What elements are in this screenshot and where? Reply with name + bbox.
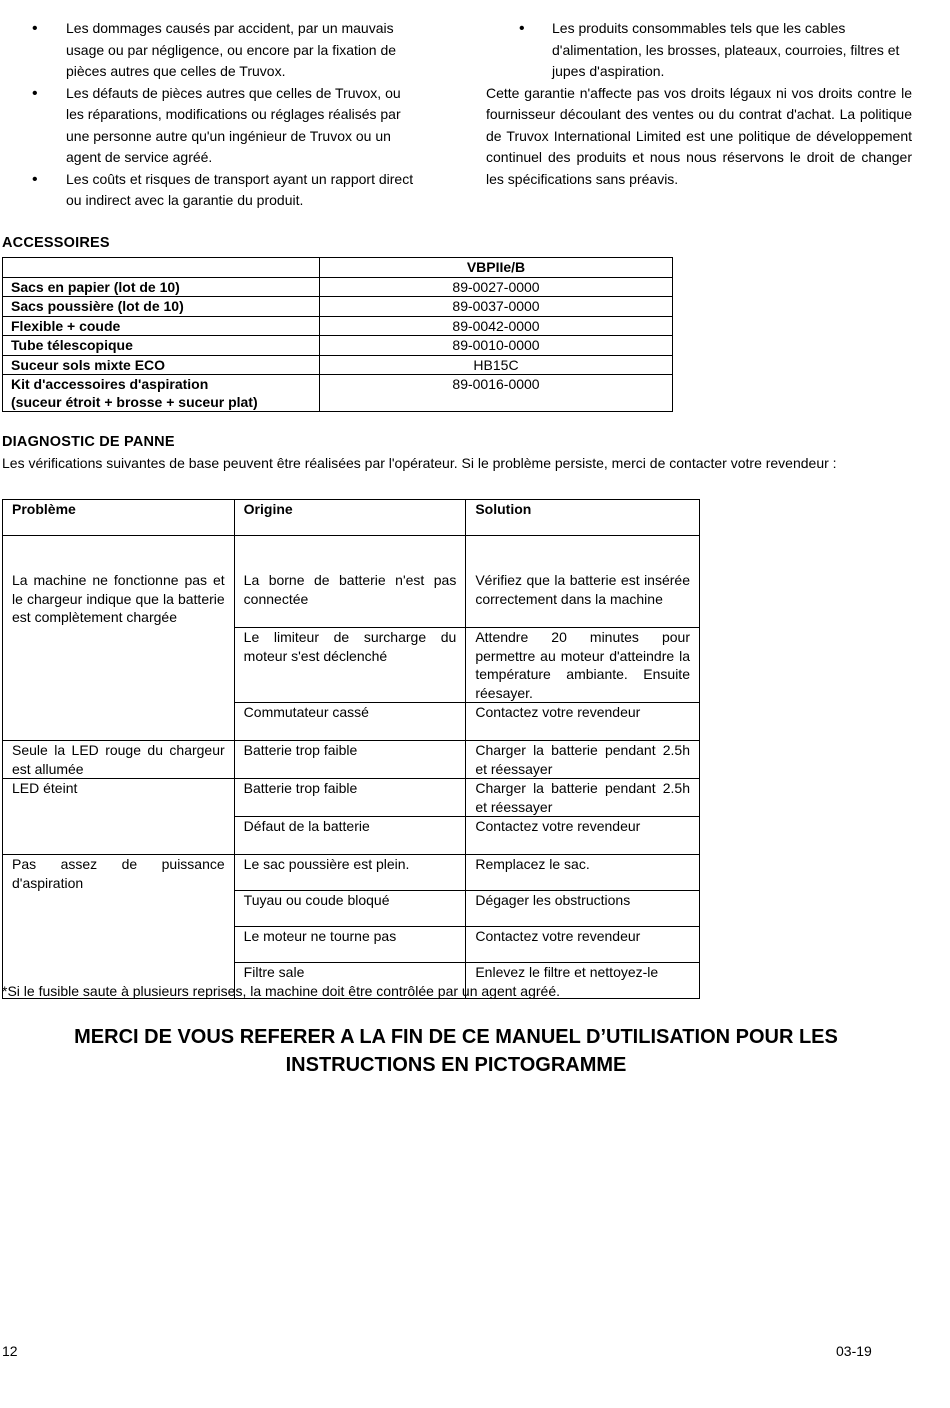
problem-cell: Seule la LED rouge du chargeur est allumée (3, 741, 235, 779)
list-item: • Les défauts de pièces autres que celles de Truvox, ou les réparations, modifications ou réglages réalisés par une personne autre qu'un ingénieur de Truvox ou un agent de service agréé. (0, 83, 420, 169)
warranty-exclusions-list (0, 18, 420, 212)
header-origin: Origine (234, 500, 466, 536)
problem-cell: Pas assez de puissance d'aspiration (3, 855, 235, 999)
accessory-code: 89-0010-0000 (320, 336, 673, 356)
table-row (3, 297, 673, 317)
origin-cell: Le moteur ne tourne pas (234, 927, 466, 963)
accessory-name: Sacs poussière (lot de 10) (3, 297, 320, 317)
table-row (3, 277, 673, 297)
solution-cell: Dégager les obstructions (466, 891, 700, 927)
accessory-name: Flexible + coude (3, 316, 320, 336)
origin-cell: Le limiteur de surcharge du moteur s'est déclenché (234, 628, 466, 703)
table-row (3, 355, 673, 375)
origin-cell: La borne de batterie n'est pas connectée (234, 536, 466, 628)
origin-cell: Défaut de la batterie (234, 817, 466, 855)
notice-line1: MERCI DE VOUS REFERER A LA FIN DE CE MANUEL D’UTILISATION POUR LES (74, 1026, 838, 1048)
notice-line2: INSTRUCTIONS EN PICTOGRAMME (285, 1054, 627, 1076)
header-problem: Problème (3, 500, 235, 536)
accessories-heading: ACCESSOIRES (2, 235, 110, 251)
accessory-name-line2: (suceur étroit + brosse + suceur plat) (11, 394, 258, 410)
table-row (3, 316, 673, 336)
diagnostic-heading: DIAGNOSTIC DE PANNE (2, 434, 175, 450)
origin-cell: Commutateur cassé (234, 703, 466, 741)
table-row (3, 336, 673, 356)
page-number: 12 (2, 1343, 18, 1359)
origin-cell: Tuyau ou coude bloqué (234, 891, 466, 927)
accessory-name-line1: Kit d'accessoires d'aspiration (11, 376, 209, 392)
problem-cell: LED éteint (3, 779, 235, 855)
accessory-code: 89-0037-0000 (320, 297, 673, 317)
list-item: • Les coûts et risques de transport ayant un rapport direct ou indirect avec la garantie du produit. (0, 169, 420, 212)
origin-cell: Le sac poussière est plein. (234, 855, 466, 891)
accessories-table (2, 257, 673, 412)
table-cell (3, 258, 320, 278)
warranty-right-column (486, 18, 912, 190)
table-row (3, 779, 700, 817)
header-solution: Solution (466, 500, 700, 536)
fuse-note: *Si le fusible saute à plusieurs reprises, la machine doit être contrôlée par un agent agréé. (2, 983, 560, 999)
table-row (3, 536, 700, 628)
problem-cell: La machine ne fonctionne pas et le chargeur indique que la batterie est complètement chargée (3, 536, 235, 741)
origin-cell: Batterie trop faible (234, 779, 466, 817)
table-row (3, 258, 673, 278)
pictogram-notice (0, 1023, 912, 1079)
warranty-left-column (0, 18, 420, 212)
diagnostic-table (2, 499, 700, 999)
origin-cell: Filtre sale (234, 963, 466, 999)
list-item: • Les dommages causés par accident, par un mauvais usage ou par négligence, ou encore par la fixation de pièces autres que celles de Truvox. (0, 18, 420, 83)
accessory-code: 89-0042-0000 (320, 316, 673, 336)
solution-cell: Attendre 20 minutes pour permettre au moteur d'atteindre la température ambiante. Ensuite réesayer. (466, 628, 700, 703)
solution-cell: Vérifiez que la batterie est insérée correctement dans la machine (466, 536, 700, 628)
solution-cell: Charger la batterie pendant 2.5h et réessayer (466, 741, 700, 779)
solution-cell: Contactez votre revendeur (466, 927, 700, 963)
solution-cell: Remplacez le sac. (466, 855, 700, 891)
model-header: VBPIIe/B (320, 258, 673, 278)
table-row (3, 855, 700, 891)
accessory-name: Tube télescopique (3, 336, 320, 356)
accessory-code: HB15C (320, 355, 673, 375)
accessory-name (3, 375, 320, 412)
table-header-row (3, 500, 700, 536)
document-code: 03-19 (836, 1343, 872, 1359)
solution-cell: Enlevez le filtre et nettoyez-le (466, 963, 700, 999)
table-row (3, 741, 700, 779)
warranty-consumables-list (486, 18, 912, 83)
warranty-paragraph: Cette garantie n'affecte pas vos droits légaux ni vos droits contre le fournisseur découlant des ventes ou du contrat d'achat. La politique de Truvox International Limited est une politique de développement continuel des produits et nous nous réservons le droit de changer les spécifications sans préavis. (486, 84, 912, 187)
accessory-name: Suceur sols mixte ECO (3, 355, 320, 375)
solution-cell: Contactez votre revendeur (466, 817, 700, 855)
origin-cell: Batterie trop faible (234, 741, 466, 779)
accessory-name: Sacs en papier (lot de 10) (3, 277, 320, 297)
table-row (3, 375, 673, 412)
accessory-code: 89-0027-0000 (320, 277, 673, 297)
diagnostic-intro: Les vérifications suivantes de base peuvent être réalisées par l'opérateur. Si le problème persiste, merci de contacter votre revendeur : (2, 455, 837, 471)
list-item: • Les produits consommables tels que les cables d'alimentation, les brosses, plateaux, courroies, filtres et jupes d'aspiration. (486, 18, 912, 83)
solution-cell: Charger la batterie pendant 2.5h et réessayer (466, 779, 700, 817)
solution-cell: Contactez votre revendeur (466, 703, 700, 741)
accessory-code: 89-0016-0000 (320, 375, 673, 412)
